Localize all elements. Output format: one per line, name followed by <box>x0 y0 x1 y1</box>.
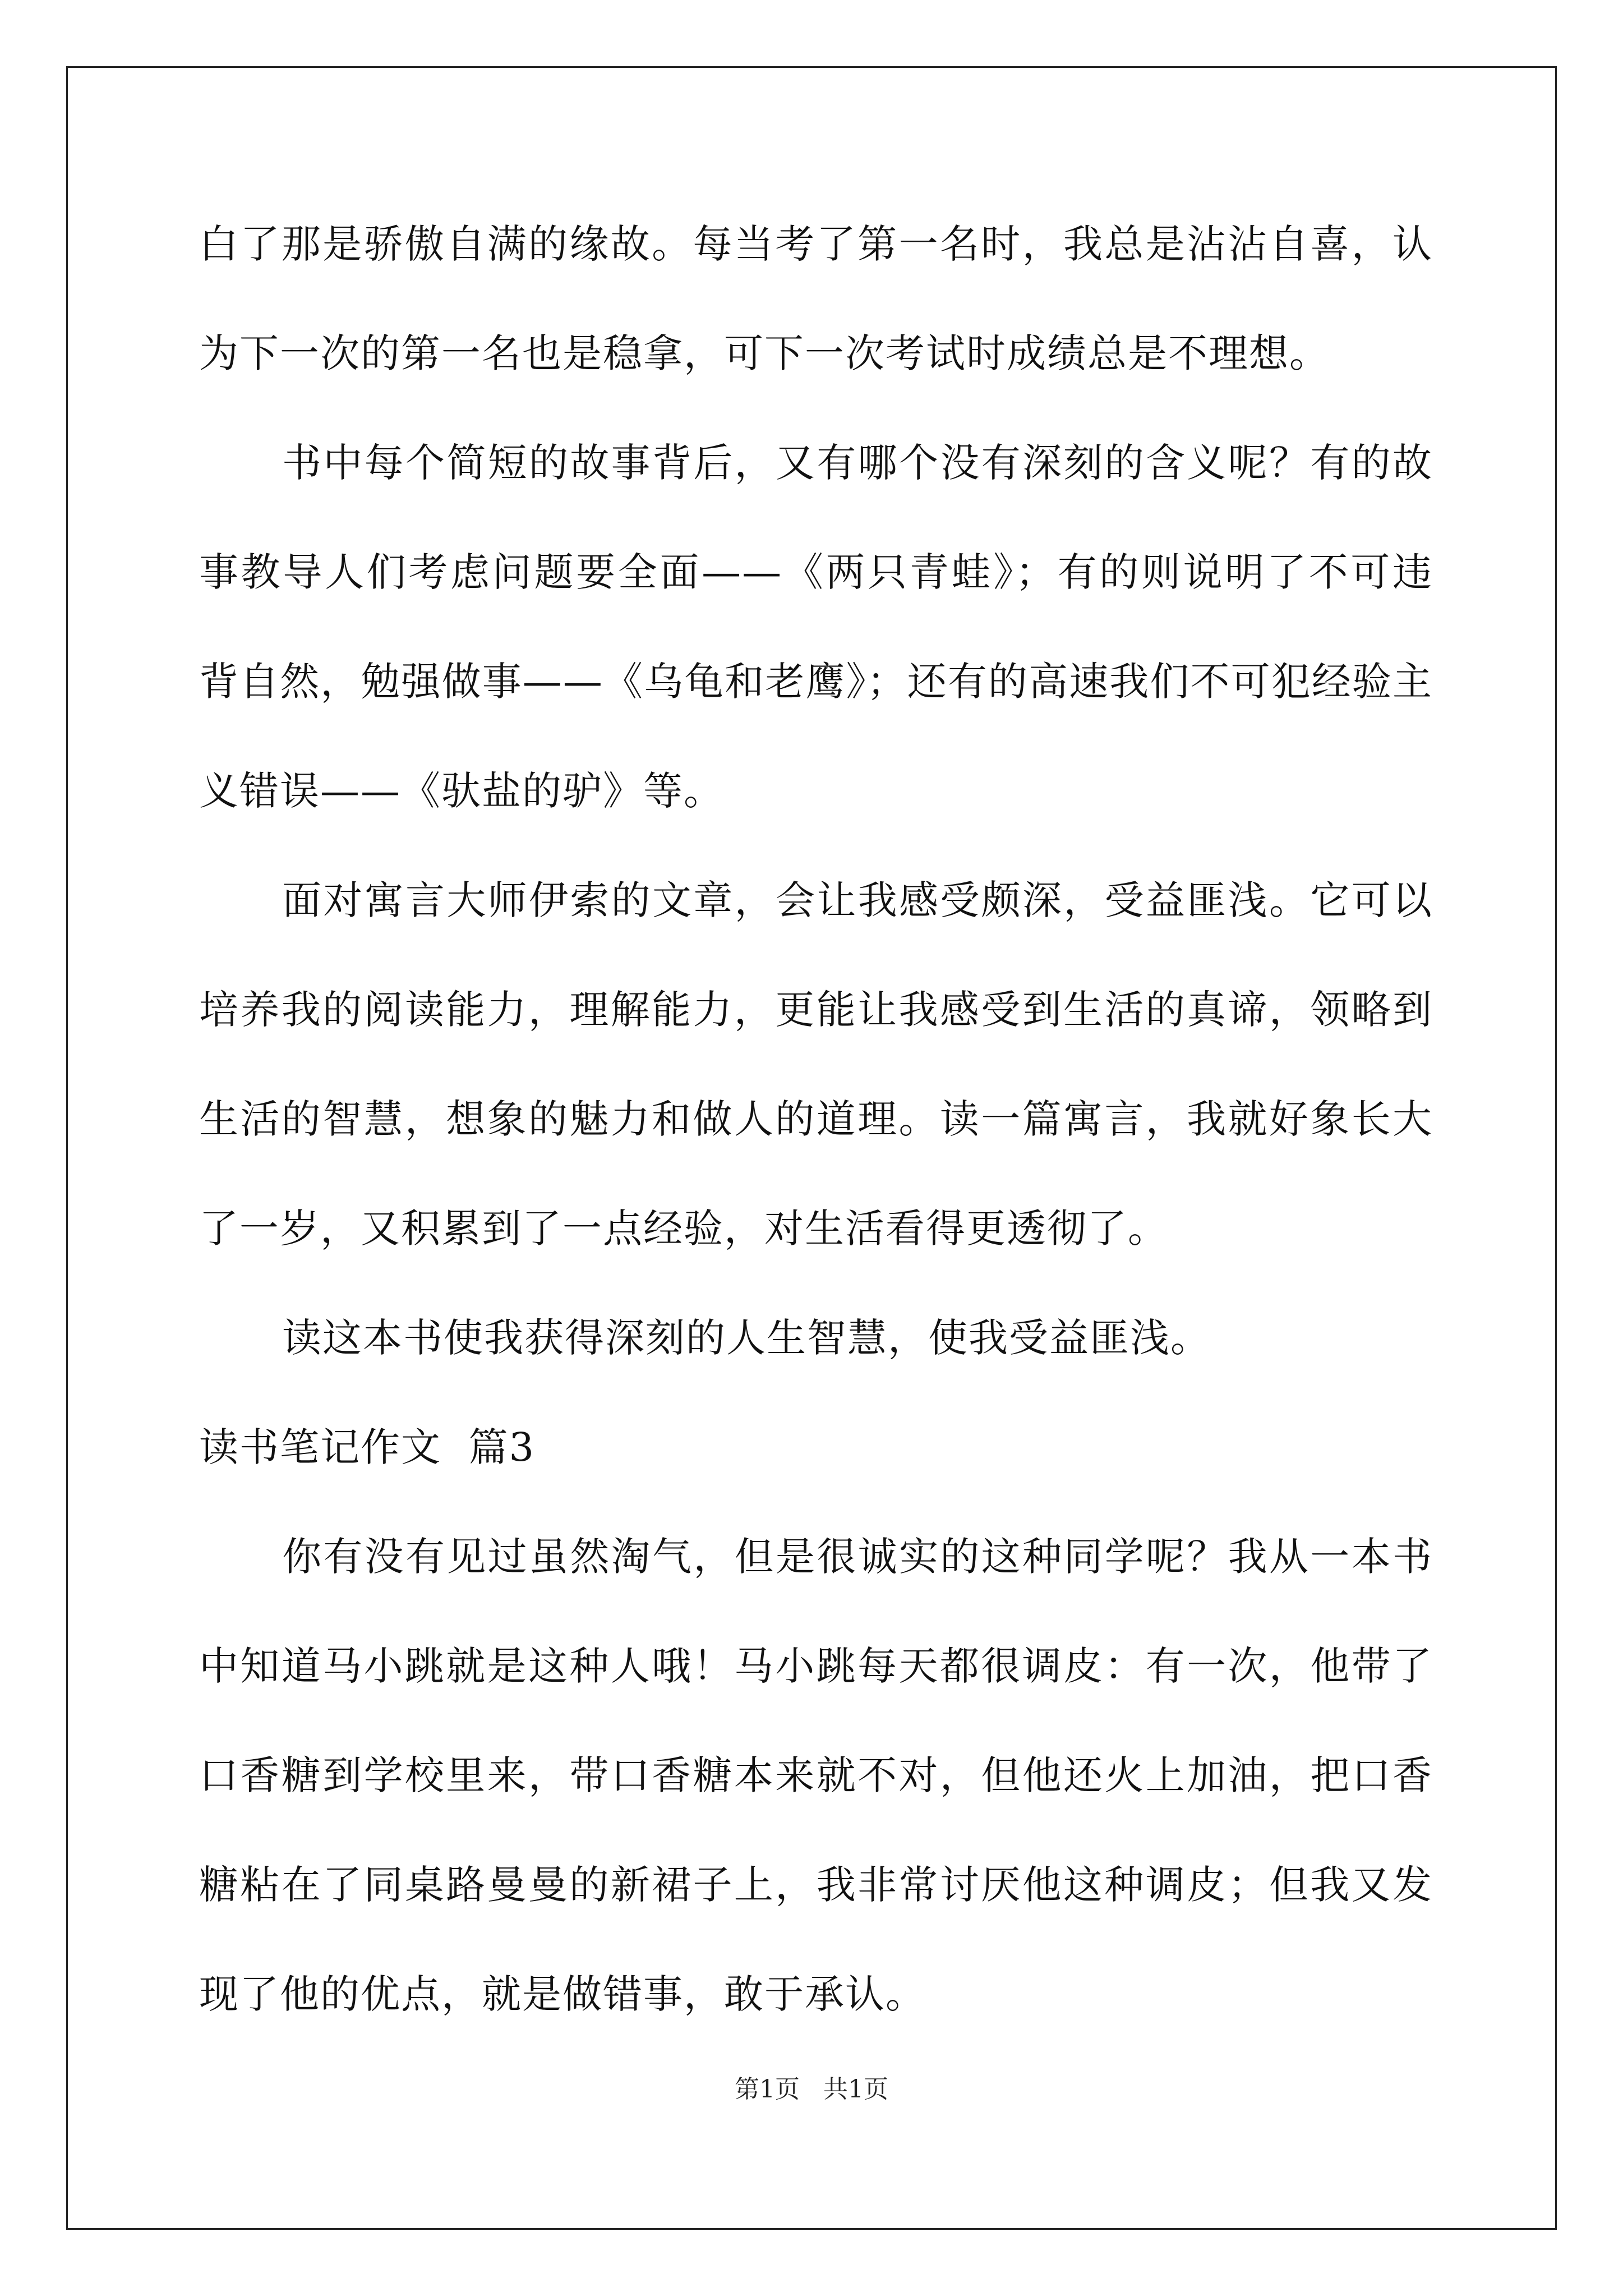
text-line: 白了那是骄傲自满的缘故。每当考了第一名时，我总是沾沾自喜，认 <box>199 221 1433 267</box>
section-heading: 读书笔记作文 篇3 <box>199 1424 536 1470</box>
text-line: 糖粘在了同桌路曼曼的新裙子上，我非常讨厌他这种调皮；但我又发 <box>199 1862 1433 1908</box>
text-line: 生活的智慧，想象的魅力和做人的道理。读一篇寓言，我就好象长大 <box>199 1096 1433 1142</box>
page-footer: 第1页 共1页 <box>735 2075 888 2104</box>
text-line: 为下一次的第一名也是稳拿，可下一次考试时成绩总是不理想。 <box>199 330 1330 376</box>
paragraph-first-line: 面对寓言大师伊索的文章，会让我感受颇深，受益匪浅。它可以 <box>282 877 1433 923</box>
paragraph-first-line: 你有没有见过虽然淘气，但是很诚实的这种同学呢？我从一本书 <box>282 1534 1433 1580</box>
text-line: 中知道马小跳就是这种人哦！马小跳每天都很调皮：有一次，他带了 <box>199 1643 1433 1689</box>
text-line: 培养我的阅读能力，理解能力，更能让我感受到生活的真谛，领略到 <box>199 987 1433 1033</box>
text-line: 现了他的优点，就是做错事，敢于承认。 <box>199 1971 926 2017</box>
text-line: 事教导人们考虑问题要全面——《两只青蛙》；有的则说明了不可违 <box>199 549 1433 595</box>
paragraph-first-line: 书中每个简短的故事背后，又有哪个没有深刻的含义呢？有的故 <box>282 440 1433 486</box>
paragraph-first-line: 读这本书使我获得深刻的人生智慧，使我受益匪浅。 <box>282 1315 1211 1361</box>
text-line: 义错误——《驮盐的驴》等。 <box>199 768 724 814</box>
text-line: 背自然，勉强做事——《乌龟和老鹰》；还有的高速我们不可犯经验主 <box>199 659 1433 705</box>
document-body <box>199 216 1433 2076</box>
text-line: 口香糖到学校里来，带口香糖本来就不对，但他还火上加油，把口香 <box>199 1752 1433 1798</box>
text-line: 了一岁，又积累到了一点经验，对生活看得更透彻了。 <box>199 1205 1168 1251</box>
